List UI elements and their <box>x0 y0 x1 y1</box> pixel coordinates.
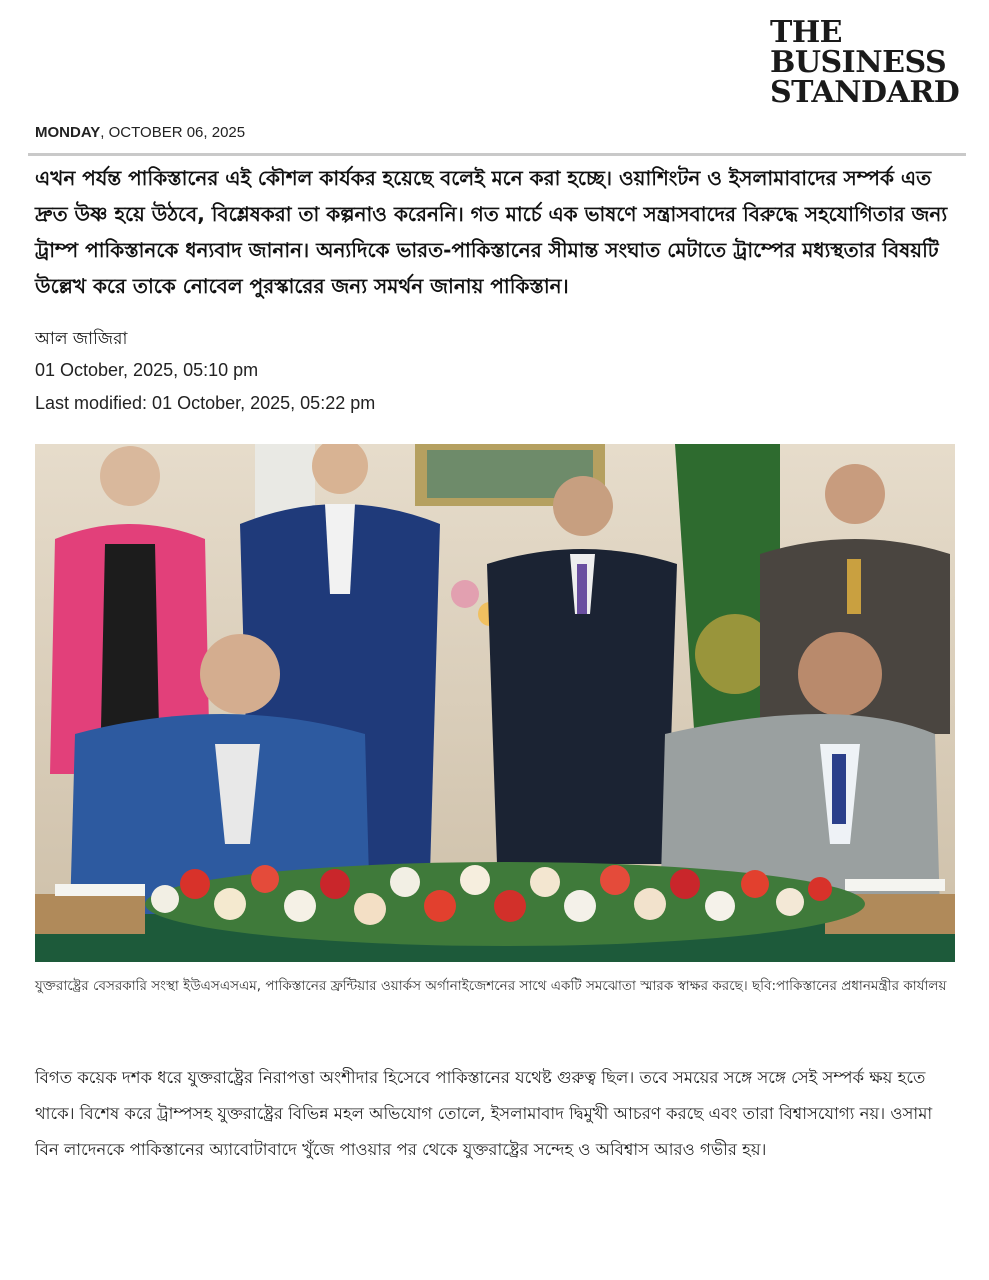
person-standing-3 <box>825 464 885 524</box>
person-woman <box>100 446 160 506</box>
masthead-line-2: BUSINESS <box>770 45 947 80</box>
header-divider <box>28 153 966 156</box>
desk-left <box>35 894 145 934</box>
photo-caption: যুক্তরাষ্ট্রের বেসরকারি সংস্থা ইউএসএসএম, পাকিস্তানের ফ্রন্টিয়ার ওয়ার্কস অর্গানাইজেশনের সাথে একটি সমঝোতা স্মারক স্বাক্ষর করছে। ছবি:পাকিস্তানের প্রধানমন্ত্রীর কার্যালয় <box>35 978 947 994</box>
masthead-logo[interactable] <box>770 15 970 110</box>
article-lead: এখন পর্যন্ত পাকিস্তানের এই কৌশল কার্যকর হয়েছে বলেই মনে করা হচ্ছে। ওয়াশিংটন ও ইসলামাবাদের সম্পর্ক এত দ্রুত উষ্ণ হয়ে উঠবে, বিশ্লেষকরা তা কল্পনাও করেননি। গত মার্চে এক ভাষণে সন্ত্রাসবাদের বিরুদ্ধে সহযোগিতার জন্য ট্রাম্প পাকিস্তানকে ধন্যবাদ জানান। অন্যদিকে ভারত-পাকিস্তানের সীমান্ত সংঘাত মেটাতে ট্রাম্পের মধ্যস্থতার বিষয়টি উল্লেখ করে তাকে নোবেল পুরস্কারের জন্য সমর্থন জানায় পাকিস্তান। <box>35 166 948 298</box>
article-source: আল জাজিরা <box>35 329 128 349</box>
photo-illustration <box>35 444 955 962</box>
person-signing-left <box>200 634 280 714</box>
modified-time: Last modified: 01 October, 2025, 05:22 pm <box>35 393 376 413</box>
dateline-date: , OCTOBER 06, 2025 <box>100 124 246 141</box>
person-standing-2 <box>553 476 613 536</box>
person-signing-right <box>798 632 882 716</box>
article-photo <box>35 444 955 962</box>
dateline <box>35 124 245 141</box>
dateline-day: MONDAY <box>35 124 101 141</box>
masthead-line-3: STANDARD <box>770 75 960 110</box>
masthead-line-1: THE <box>770 15 843 50</box>
flower-arrangement <box>145 862 865 946</box>
published-time: 01 October, 2025, 05:10 pm <box>35 360 259 380</box>
article-body: বিগত কয়েক দশক ধরে যুক্তরাষ্ট্রের নিরাপত্তা অংশীদার হিসেবে পাকিস্তানের যথেষ্ট গুরুত্ব ছিল। তবে সময়ের সঙ্গে সঙ্গে সেই সম্পর্ক ক্ষয় হতে থাকে। বিশেষ করে ট্রাম্পসহ যুক্তরাষ্ট্রের বিভিন্ন মহল অভিযোগ তোলে, ইসলামাবাদ দ্বিমুখী আচরণ করছে এবং তারা বিশ্বাসযোগ্য নয়। ওসামা বিন লাদেনকে পাকিস্তানের অ্যাবোটাবাদে খুঁজে পাওয়ার পর থেকে যুক্তরাষ্ট্রের সন্দেহ ও অবিশ্বাস আরও গভীর হয়। <box>35 1068 933 1159</box>
